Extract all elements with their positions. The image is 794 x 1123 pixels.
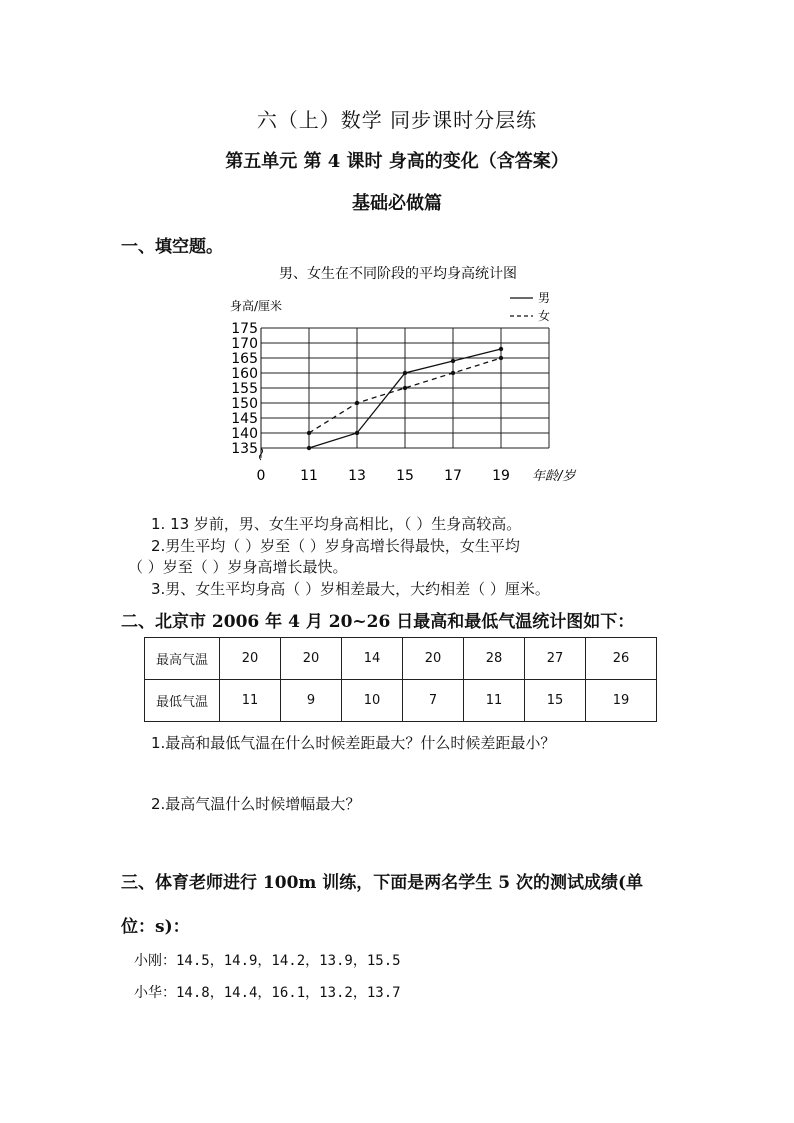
section1-question-1: 1. 13 岁前，男、女生平均身高相比，（ ）生身高较高。 — [151, 515, 522, 533]
legend-label-female: 女 — [538, 309, 551, 323]
table-cell: 9 — [281, 680, 342, 722]
legend-label-male: 男 — [538, 291, 551, 305]
data-point-male — [451, 359, 455, 363]
data-point-female — [499, 356, 503, 360]
worksheet-level: 基础必做篇 — [352, 193, 442, 214]
worksheet-subtitle: 第五单元 第 4 课时 身高的变化（含答案） — [225, 151, 569, 172]
chart-y-ticks — [231, 321, 258, 457]
section2-question-2: 2.最高气温什么时候增幅最大？ — [151, 795, 361, 813]
student-xiaohua-times: 小华：14.8，14.4，16.1，13.2，13.7 — [134, 985, 401, 1001]
data-point-female — [307, 431, 311, 435]
table-cell: 28 — [464, 638, 525, 680]
section2-question-1: 1.最高和最低气温在什么时候差距最大？什么时候差距最小？ — [151, 734, 556, 752]
section1-question-2-cont: （ ）岁至（ ）岁身高增长最快。 — [128, 558, 348, 576]
chart-xlabel: 年龄/岁 — [532, 469, 576, 484]
table-cell: 20 — [403, 638, 464, 680]
y-tick-label: 155 — [231, 381, 258, 397]
y-tick-label: 175 — [231, 321, 258, 337]
x-tick-label: 11 — [300, 468, 318, 484]
x-tick-label: 0 — [256, 468, 266, 484]
data-point-female — [451, 371, 455, 375]
table-cell: 10 — [342, 680, 403, 722]
row-label-low: 最低气温 — [145, 680, 220, 722]
chart-ylabel: 身高/厘米 — [230, 299, 283, 313]
section1-question-3: 3.男、女生平均身高（ ）岁相差最大，大约相差（ ）厘米。 — [151, 580, 550, 598]
chart-title: 男、女生在不同阶段的平均身高统计图 — [279, 266, 517, 282]
table-cell: 27 — [525, 638, 586, 680]
section1-heading: 一、填空题。 — [121, 237, 223, 257]
height-line-chart — [220, 258, 600, 490]
section3-heading-line1: 三、体育老师进行 100m 训练，下面是两名学生 5 次的测试成绩(单 — [121, 873, 644, 893]
table-cell: 20 — [220, 638, 281, 680]
section3-heading-line2: 位：s)： — [121, 917, 190, 937]
temperature-table — [144, 637, 657, 722]
y-tick-label: 145 — [231, 411, 258, 427]
table-cell: 7 — [403, 680, 464, 722]
y-tick-label: 170 — [231, 336, 258, 352]
data-point-male — [499, 347, 503, 351]
table-cell: 26 — [586, 638, 657, 680]
y-tick-label: 150 — [231, 396, 258, 412]
x-tick-label: 19 — [492, 468, 510, 484]
section1-question-2: 2.男生平均（ ）岁至（ ）岁身高增长得最快，女生平均 — [151, 537, 520, 555]
x-tick-label: 13 — [348, 468, 366, 484]
chart-x-ticks — [257, 468, 510, 484]
section2-heading: 二、北京市 2006 年 4 月 20~26 日最高和最低气温统计图如下： — [121, 612, 635, 632]
data-point-male — [307, 446, 311, 450]
table-row — [145, 638, 657, 680]
row-label-high: 最高气温 — [145, 638, 220, 680]
table-cell: 14 — [342, 638, 403, 680]
data-point-female — [355, 401, 359, 405]
student-xiaogang-times: 小刚：14.5，14.9，14.2，13.9，15.5 — [134, 953, 401, 969]
y-tick-label: 160 — [231, 366, 258, 382]
data-point-male — [403, 371, 407, 375]
x-tick-label: 17 — [444, 468, 462, 484]
y-tick-label: 140 — [231, 426, 258, 442]
data-point-female — [403, 386, 407, 390]
x-tick-label: 15 — [396, 468, 414, 484]
worksheet-title: 六（上）数学 同步课时分层练 — [256, 108, 538, 132]
table-cell: 15 — [525, 680, 586, 722]
table-cell: 19 — [586, 680, 657, 722]
table-cell: 11 — [464, 680, 525, 722]
y-tick-label: 135 — [231, 441, 258, 457]
table-cell: 11 — [220, 680, 281, 722]
table-row — [145, 680, 657, 722]
y-tick-label: 165 — [231, 351, 258, 367]
data-point-male — [355, 431, 359, 435]
chart-legend — [510, 291, 550, 323]
table-cell: 20 — [281, 638, 342, 680]
